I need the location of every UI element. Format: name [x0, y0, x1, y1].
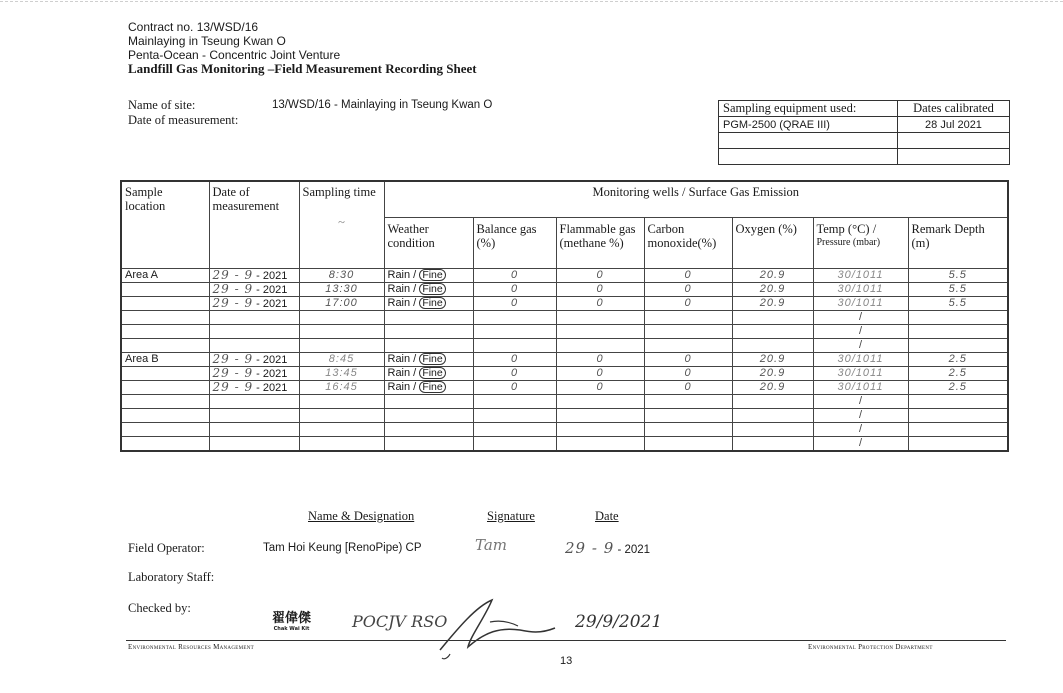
empty-cell [384, 339, 473, 353]
empty-cell [299, 325, 384, 339]
weather-fine-circled: Fine [419, 381, 445, 393]
empty-cell [384, 311, 473, 325]
date-cell [209, 297, 299, 311]
table-row [121, 395, 1008, 409]
empty-cell [732, 325, 813, 339]
date-cell [209, 367, 299, 381]
depth-cell: 2.5 [908, 367, 1008, 381]
temp-pressure-cell: 30/1011 [813, 283, 908, 297]
table-row [121, 437, 1008, 452]
table-row [121, 409, 1008, 423]
checker-stamp [272, 607, 311, 632]
balance-gas-cell: 0 [473, 367, 556, 381]
contractor-name: Penta-Ocean - Concentric Joint Venture [128, 48, 341, 62]
field-operator-name: Tam Hoi Keung [RenoPipe) CP [263, 542, 422, 554]
field-operator-date-handwritten: 29 - 9 [565, 539, 615, 557]
empty-cell [644, 409, 732, 423]
weather-rain: Rain / [387, 353, 417, 365]
temp-pressure-cell: 30/1011 [813, 297, 908, 311]
weather-fine-circled: Fine [419, 353, 445, 365]
header-sample-location: Sample location [121, 181, 209, 269]
time-cell: 16:45 [299, 381, 384, 395]
header-weather: Weather condition [384, 218, 473, 269]
laboratory-staff-label: Laboratory Staff: [128, 570, 215, 584]
header-carbon-monoxide: Carbon monoxide(%) [644, 218, 732, 269]
calibration-header: Dates calibrated [898, 101, 1010, 117]
empty-cell [644, 311, 732, 325]
empty-cell [121, 437, 209, 452]
carbon-monoxide-cell: 0 [644, 269, 732, 283]
checker-role: POCJV RSO [352, 612, 448, 631]
date-year: - 2021 [253, 298, 288, 310]
empty-cell [556, 437, 644, 452]
empty-cell [908, 339, 1008, 353]
oxygen-cell: 20.9 [732, 283, 813, 297]
weather-rain: Rain / [387, 297, 417, 309]
checker-signature [430, 592, 570, 662]
temp-slash: / [813, 423, 908, 437]
weather-cell [384, 297, 473, 311]
header-temp: Temp (°C) / [816, 222, 877, 236]
empty-cell [473, 423, 556, 437]
weather-fine-circled: Fine [419, 283, 445, 295]
temp-pressure-cell: 30/1011 [813, 353, 908, 367]
date-cell [209, 381, 299, 395]
contract-number: Contract no. 13/WSD/16 [128, 20, 259, 34]
site-name-value: 13/WSD/16 - Mainlaying in Tseung Kwan O [272, 99, 493, 111]
header-date-of-measurement: Date of measurement [209, 181, 299, 269]
empty-cell [908, 325, 1008, 339]
empty-cell [121, 325, 209, 339]
temp-slash: / [813, 409, 908, 423]
empty-cell [384, 395, 473, 409]
header-oxygen: Oxygen (%) [732, 218, 813, 269]
balance-gas-cell: 0 [473, 269, 556, 283]
right-organisation: Environmental Protection Department [808, 643, 933, 651]
oxygen-cell: 20.9 [732, 353, 813, 367]
checker-chinese-name: 翟偉傑 [272, 611, 312, 626]
carbon-monoxide-cell: 0 [644, 297, 732, 311]
empty-cell [732, 339, 813, 353]
empty-cell [644, 339, 732, 353]
empty-cell [556, 339, 644, 353]
field-operator-signature: Tam [475, 536, 508, 554]
depth-cell: 5.5 [908, 297, 1008, 311]
tick-mark: ~ [338, 215, 345, 229]
weather-rain: Rain / [387, 269, 417, 281]
empty-cell [473, 339, 556, 353]
empty-cell [908, 395, 1008, 409]
date-handwritten: 29 - 9 [212, 366, 254, 380]
depth-cell: 2.5 [908, 381, 1008, 395]
weather-rain: Rain / [387, 381, 417, 393]
equipment-table [718, 100, 1010, 165]
table-row [121, 381, 1008, 395]
empty-cell [908, 437, 1008, 452]
carbon-monoxide-cell: 0 [644, 353, 732, 367]
date-cell [209, 269, 299, 283]
top-border [0, 1, 1063, 2]
empty-cell [209, 437, 299, 452]
date-year: - 2021 [253, 270, 288, 282]
site-name-label: Name of site: [128, 98, 196, 112]
empty-cell [732, 437, 813, 452]
weather-fine-circled: Fine [419, 269, 445, 281]
temp-slash: / [813, 325, 908, 339]
flammable-gas-cell: 0 [556, 297, 644, 311]
temp-slash: / [813, 311, 908, 325]
document-header [128, 20, 477, 76]
time-cell: 17:00 [299, 297, 384, 311]
flammable-gas-cell: 0 [556, 367, 644, 381]
temp-slash: / [813, 339, 908, 353]
empty-cell [732, 311, 813, 325]
header-remark-depth: Remark Depth (m) [908, 218, 1008, 269]
temp-pressure-cell: 30/1011 [813, 269, 908, 283]
empty-cell [209, 325, 299, 339]
area-label: Area A [121, 269, 209, 283]
empty-cell [556, 311, 644, 325]
oxygen-cell: 20.9 [732, 269, 813, 283]
temp-pressure-cell: 30/1011 [813, 381, 908, 395]
carbon-monoxide-cell: 0 [644, 381, 732, 395]
depth-cell: 5.5 [908, 269, 1008, 283]
weather-fine-circled: Fine [419, 367, 445, 379]
date-cell [209, 283, 299, 297]
date-year: - 2021 [253, 354, 288, 366]
balance-gas-cell: 0 [473, 353, 556, 367]
temp-slash: / [813, 437, 908, 452]
empty-cell [732, 395, 813, 409]
equipment-empty-cell [898, 149, 1010, 165]
checked-by-label: Checked by: [128, 601, 191, 615]
empty-cell [384, 437, 473, 452]
header-pressure: Pressure (mbar) [816, 237, 881, 248]
date-handwritten: 29 - 9 [212, 296, 254, 310]
page-number: 13 [560, 655, 573, 667]
balance-gas-cell: 0 [473, 381, 556, 395]
time-cell: 8:30 [299, 269, 384, 283]
field-operator-date [565, 539, 650, 557]
signature-heading: Signature [487, 509, 535, 523]
weather-rain: Rain / [387, 367, 417, 379]
time-cell: 8:45 [299, 353, 384, 367]
empty-cell [209, 339, 299, 353]
depth-cell: 2.5 [908, 353, 1008, 367]
empty-cell [121, 395, 209, 409]
header-sampling-time-label: Sampling time [302, 185, 376, 199]
empty-cell [556, 423, 644, 437]
date-cell [209, 353, 299, 367]
empty-cell [121, 423, 209, 437]
equipment-empty-cell [898, 133, 1010, 149]
temp-slash: / [813, 395, 908, 409]
table-row [121, 297, 1008, 311]
empty-cell [556, 395, 644, 409]
table-row [121, 269, 1008, 283]
empty-cell [299, 409, 384, 423]
empty-cell [209, 311, 299, 325]
table-row [121, 367, 1008, 381]
weather-cell [384, 283, 473, 297]
sheet-title: Landfill Gas Monitoring –Field Measurement Recording Sheet [128, 61, 477, 76]
footer-rule [126, 640, 1006, 641]
date-year: - 2021 [253, 382, 288, 394]
depth-cell: 5.5 [908, 283, 1008, 297]
empty-cell [473, 325, 556, 339]
empty-cell [732, 423, 813, 437]
empty-cell [644, 437, 732, 452]
empty-cell [209, 409, 299, 423]
empty-cell [556, 409, 644, 423]
temp-pressure-cell: 30/1011 [813, 367, 908, 381]
time-cell: 13:45 [299, 367, 384, 381]
header-balance-gas: Balance gas (%) [473, 218, 556, 269]
empty-cell [908, 409, 1008, 423]
empty-cell [209, 423, 299, 437]
empty-cell [299, 395, 384, 409]
weather-rain: Rain / [387, 283, 417, 295]
oxygen-cell: 20.9 [732, 381, 813, 395]
date-year: - 2021 [253, 284, 288, 296]
weather-cell [384, 269, 473, 283]
flammable-gas-cell: 0 [556, 283, 644, 297]
header-temp-pressure [813, 218, 908, 269]
weather-cell [384, 353, 473, 367]
project-name: Mainlaying in Tseung Kwan O [128, 34, 286, 48]
table-row [121, 325, 1008, 339]
calibration-date: 28 Jul 2021 [898, 117, 1010, 133]
empty-cell [473, 409, 556, 423]
empty-cell [384, 423, 473, 437]
area-label: Area B [121, 353, 209, 367]
header-flammable-gas: Flammable gas (methane %) [556, 218, 644, 269]
empty-cell [121, 311, 209, 325]
balance-gas-cell: 0 [473, 297, 556, 311]
flammable-gas-cell: 0 [556, 381, 644, 395]
header-sampling-time [299, 181, 384, 269]
empty-cell [299, 423, 384, 437]
empty-cell [644, 395, 732, 409]
flammable-gas-cell: 0 [556, 269, 644, 283]
carbon-monoxide-cell: 0 [644, 283, 732, 297]
site-info [128, 98, 493, 128]
equipment-empty-cell [719, 149, 898, 165]
measurement-date-label: Date of measurement: [128, 113, 239, 127]
empty-cell [384, 325, 473, 339]
empty-cell [644, 325, 732, 339]
table-row [121, 353, 1008, 367]
equipment-header: Sampling equipment used: [719, 101, 898, 117]
equipment-empty-cell [719, 133, 898, 149]
empty-cell [473, 437, 556, 452]
date-heading: Date [595, 509, 619, 523]
oxygen-cell: 20.9 [732, 367, 813, 381]
empty-cell [121, 297, 209, 311]
empty-cell [121, 367, 209, 381]
weather-cell [384, 367, 473, 381]
empty-cell [299, 339, 384, 353]
empty-cell [121, 381, 209, 395]
weather-cell [384, 381, 473, 395]
empty-cell [473, 395, 556, 409]
empty-cell [299, 311, 384, 325]
empty-cell [908, 423, 1008, 437]
equipment-device: PGM-2500 (QRAE III) [719, 117, 898, 133]
balance-gas-cell: 0 [473, 283, 556, 297]
table-row [121, 339, 1008, 353]
checker-date: 29/9/2021 [575, 612, 663, 632]
date-handwritten: 29 - 9 [212, 352, 254, 366]
empty-cell [384, 409, 473, 423]
table-row [121, 423, 1008, 437]
table-row [121, 311, 1008, 325]
header-monitoring-wells: Monitoring wells / Surface Gas Emission [384, 181, 1008, 218]
name-designation-heading: Name & Designation [308, 509, 415, 523]
empty-cell [732, 409, 813, 423]
checker-english-name: Chak Wai Kit [273, 626, 310, 632]
empty-cell [209, 395, 299, 409]
empty-cell [121, 409, 209, 423]
empty-cell [908, 311, 1008, 325]
date-year: - 2021 [253, 368, 288, 380]
oxygen-cell: 20.9 [732, 297, 813, 311]
date-handwritten: 29 - 9 [212, 268, 254, 282]
left-organisation: Environmental Resources Management [128, 643, 254, 651]
date-handwritten: 29 - 9 [212, 380, 254, 394]
flammable-gas-cell: 0 [556, 353, 644, 367]
field-operator-date-year: - 2021 [614, 544, 651, 556]
empty-cell [644, 423, 732, 437]
empty-cell [556, 325, 644, 339]
time-cell: 13:30 [299, 283, 384, 297]
field-operator-label: Field Operator: [128, 541, 205, 555]
date-handwritten: 29 - 9 [212, 282, 254, 296]
empty-cell [121, 283, 209, 297]
table-row [121, 283, 1008, 297]
measurement-table [120, 180, 1009, 452]
empty-cell [299, 437, 384, 452]
carbon-monoxide-cell: 0 [644, 367, 732, 381]
weather-fine-circled: Fine [419, 297, 445, 309]
empty-cell [121, 339, 209, 353]
empty-cell [473, 311, 556, 325]
